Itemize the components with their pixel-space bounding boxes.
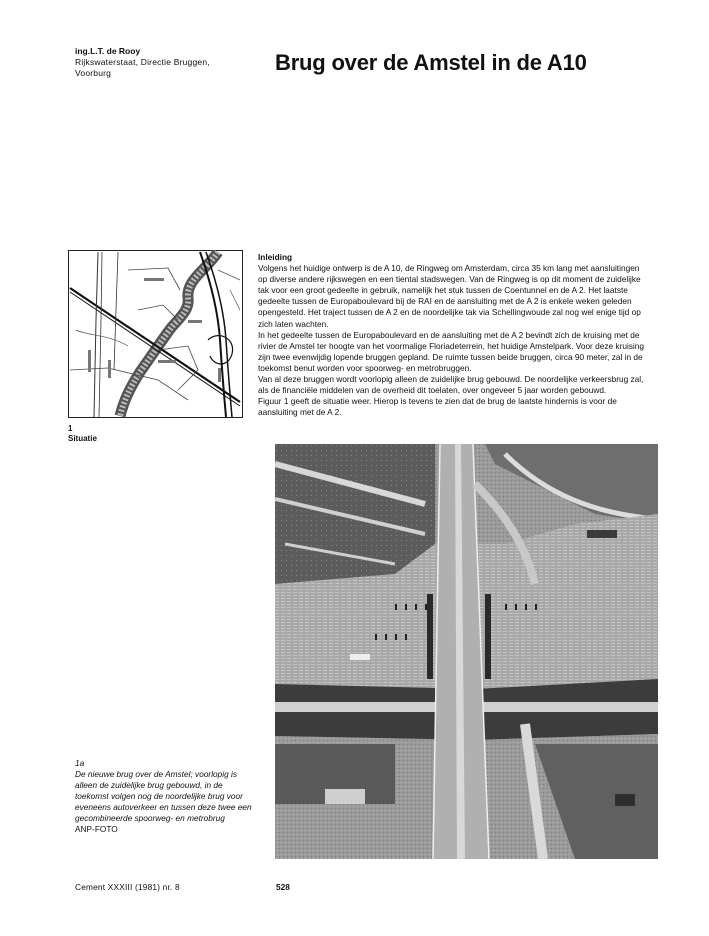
body-paragraph: Van al deze bruggen wordt voorlopig alleen de zuidelijke brug gebouwd. De noordelijke verkeersbrug zal, als de financiële middelen van de overheid dit toelaten, over ongeveer 5 jaar worden gebouwd. [258,374,644,396]
caption-text: De nieuwe brug over de Amstel; voorlopig is alleen de zuidelijke brug gebouwd, in de toekomst volgen nog de noordelijke brug voor eveneens autoverkeer en tussen deze twee een gecombineerde spoorweg- en metrobrug [75,769,252,823]
figure-1-label [68,424,97,444]
article-body [258,252,650,418]
aerial-bridge-photo [275,444,658,859]
body-paragraph: Volgens het huidige ontwerp is de A 10, de Ringweg om Amsterdam, circa 35 km lang met aansluitingen op diverse andere rijkswegen en een tiental stadswegen. Van de Ringweg is op dit moment de zuidelijke tak voor een groot gedeelte in gebruik, namelijk het stuk tussen de Coentunnel en de A 2. Het laatste gedeelte tussen de Europaboulevard bij de RAI en de aansluiting met de A 2 is enkele weken geleden opengesteld. Het traject tussen de A 2 en de noordelijke tak via Schellingwoude zal nog wel enige tijd op zich laten wachten. [258,263,641,329]
author-name: ing.L.T. de Rooy [75,46,141,56]
situation-map [68,250,243,418]
body-paragraph: Figuur 1 geeft de situatie weer. Hierop is tevens te zien dat de brug de laatste hindernis is voor de aansluiting met de A 2. [258,396,617,418]
figure-1a-caption [75,758,255,835]
body-paragraph: In het gedeelte tussen de Europaboulevard en de aansluiting met de A 2 bevindt zich de kruising met de rivier de Amstel ter hoogte van het voormalige Floriadeterrein, het huidige Amstelpark. Voor deze kruising zijn twee evenwijdig lopende bruggen gepland. De ruimte tussen beide bruggen, circa 90 meter, zal in de toekomst benut worden voor spoorweg- en metrobruggen. [258,329,645,373]
section-heading: Inleiding [258,252,293,262]
photo-credit: ANP-FOTO [75,824,118,834]
author-affiliation: Rijkswaterstaat, Directie Bruggen, Voorburg [75,57,210,78]
article-title: Brug over de Amstel in de A10 [275,50,587,75]
author-block [75,46,245,79]
figure-1-number: 1 [68,424,73,433]
journal-reference: Cement XXXIII (1981) nr. 8 [75,882,180,892]
page-number: 528 [276,882,290,892]
caption-number: 1a [75,758,85,768]
figure-1-title: Situatie [68,434,97,443]
